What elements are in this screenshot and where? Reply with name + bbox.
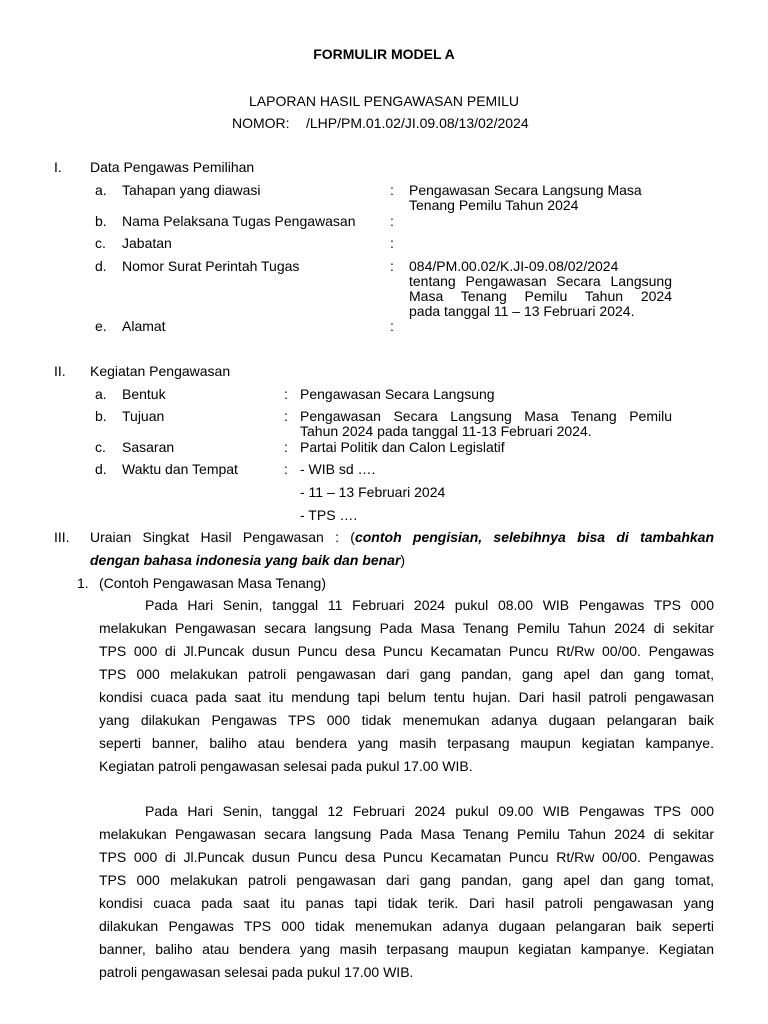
section-1-item-colon: : xyxy=(390,258,394,274)
section-1-item-label: Tahapan yang diawasi xyxy=(122,182,261,198)
paragraph-line: patroli pengawasan selesai pada pukul 17.00 WIB. xyxy=(99,964,414,980)
section-2-item-label: Waktu dan Tempat xyxy=(122,461,238,477)
section-1-item-letter: b. xyxy=(95,213,107,229)
section-3-sub-title: (Contoh Pengawasan Masa Tenang) xyxy=(99,575,327,591)
section-2-item-value-line: Pengawasan Secara Langsung Masa Tenang Pemilu xyxy=(300,408,672,424)
section-1-number: I. xyxy=(54,159,62,175)
paragraph-line: melakukan Pengawasan secara langsung Pada Masa Tenang Pemilu Tahun 2024 di sekitar xyxy=(99,620,714,636)
section-1-item-label: Nomor Surat Perintah Tugas xyxy=(122,258,300,274)
section-2-item-colon: : xyxy=(284,439,288,455)
section-1-item-value-line: 084/PM.00.02/K.JI-09.08/02/2024 xyxy=(409,258,619,274)
paragraph-line: seperti banner, baliho atau bendera yang masih terpasang maupun kegiatan kampanye. xyxy=(99,735,714,751)
section-2-item-letter: c. xyxy=(95,439,106,455)
section-2-item-value-line: - WIB sd …. xyxy=(300,461,376,477)
form-title: FORMULIR MODEL A xyxy=(313,46,455,62)
section-1-item-value-line: pada tanggal 11 – 13 Februari 2024. xyxy=(409,303,635,319)
paragraph-line: TPS 000 di Jl.Puncak dusun Puncu desa Puncu Kecamatan Puncu Rt/Rw 00/00. Pengawas xyxy=(99,849,714,865)
paragraph-1 xyxy=(99,594,714,778)
section-2-item-colon: : xyxy=(284,461,288,477)
section-1-item-label: Nama Pelaksana Tugas Pengawasan xyxy=(122,213,356,229)
section-2-number: II. xyxy=(54,363,66,379)
paragraph-line: banner, baliho atau bendera yang masih terpasang maupun kegiatan kampanye. Kegiatan xyxy=(99,941,714,957)
report-title: LAPORAN HASIL PENGAWASAN PEMILU xyxy=(249,93,519,109)
section-2-item-label: Tujuan xyxy=(122,408,165,424)
section-1-item-letter: a. xyxy=(95,182,107,198)
section-3-title-line-1 xyxy=(90,529,714,545)
paragraph-line: yang dilakukan Pengawas TPS 000 tidak menemukan adanya dugaan pelangaran baik xyxy=(99,712,714,728)
section-1-item-value-line: Tenang Pemilu Tahun 2024 xyxy=(409,197,579,213)
section-1-item-value-line: Masa Tenang Pemilu Tahun 2024 xyxy=(409,288,672,304)
section-2-item-value-line: - TPS …. xyxy=(300,507,358,523)
paragraph-line: TPS 000 melakukan patroli pengawasan dari gang pandan, gang apel dan gang tomat, xyxy=(99,666,714,682)
section-1-item-letter: c. xyxy=(95,235,106,251)
paragraph-line: TPS 000 melakukan patroli pengawasan dari gang pandan, gang apel dan gang tomat, xyxy=(99,872,714,888)
paragraph-line: TPS 000 di Jl.Puncak dusun Puncu desa Puncu Kecamatan Puncu Rt/Rw 00/00. Pengawas xyxy=(99,643,714,659)
section-2-item-value-line: - 11 – 13 Februari 2024 xyxy=(300,484,446,500)
paragraph-line: kondisi cuaca pada saat itu panas tapi tidak terik. Dari hasil patroli pengawasan yang xyxy=(99,895,714,911)
section-3-title-note: dengan bahasa indonesia yang baik dan benar xyxy=(90,552,401,568)
section-1-title: Data Pengawas Pemilihan xyxy=(90,159,255,175)
section-2-title: Kegiatan Pengawasan xyxy=(90,363,231,379)
nomor-value: /LHP/PM.01.02/JI.09.08/13/02/2024 xyxy=(306,115,529,131)
section-3-title-line-2 xyxy=(90,552,405,568)
section-3-title-prefix: Uraian Singkat Hasil Pengawasan : ( xyxy=(90,529,355,545)
section-1-item-label: Alamat xyxy=(122,318,166,334)
section-3-sub-number: 1. xyxy=(77,575,89,591)
section-1-item-letter: d. xyxy=(95,258,107,274)
section-2-item-letter: d. xyxy=(95,461,107,477)
paragraph-line: Kegiatan patroli pengawasan selesai pada pukul 17.00 WIB. xyxy=(99,758,473,774)
paragraph-line: Pada Hari Senin, tanggal 11 Februari 2024 pukul 08.00 WIB Pengawas TPS 000 xyxy=(145,597,714,613)
paragraph-2 xyxy=(99,800,714,984)
section-2-item-label: Sasaran xyxy=(122,439,175,455)
nomor-label: NOMOR: xyxy=(232,115,290,131)
section-2-item-value-line: Pengawasan Secara Langsung xyxy=(300,386,495,402)
section-1-item-value-line: Pengawasan Secara Langsung Masa xyxy=(409,182,642,198)
section-1-item-colon: : xyxy=(390,182,394,198)
paragraph-line: dilakukan Pengawas TPS 000 tidak menemukan adanya dugaan pelangaran baik seperti xyxy=(99,918,714,934)
section-1-item-colon: : xyxy=(390,235,394,251)
section-1-item-colon: : xyxy=(390,213,394,229)
section-3-title-suffix: ) xyxy=(400,552,406,568)
section-2-item-colon: : xyxy=(284,386,288,402)
section-2-item-label: Bentuk xyxy=(122,386,166,402)
paragraph-line: melakukan Pengawasan secara langsung Pada Masa Tenang Pemilu Tahun 2024 di sekitar xyxy=(99,826,714,842)
section-2-item-value-line: Tahun 2024 pada tanggal 11-13 Februari 2024. xyxy=(300,423,592,439)
section-3-number: III. xyxy=(54,529,70,545)
section-2-item-value-line: Partai Politik dan Calon Legislatif xyxy=(300,439,505,455)
section-1-item-value-line: tentang Pengawasan Secara Langsung xyxy=(409,273,672,289)
section-1-item-letter: e. xyxy=(95,318,107,334)
section-1-item-colon: : xyxy=(390,318,394,334)
section-1-item-label: Jabatan xyxy=(122,235,172,251)
section-2-item-letter: b. xyxy=(95,408,107,424)
section-3-title-note: contoh pengisian, selebihnya bisa di tambahkan xyxy=(354,529,714,545)
paragraph-line: kondisi cuaca pada saat itu mendung tapi belum tentu hujan. Dari hasil patroli pengawasan xyxy=(99,689,714,705)
section-2-item-letter: a. xyxy=(95,386,107,402)
section-2-item-colon: : xyxy=(284,408,288,424)
paragraph-line: Pada Hari Senin, tanggal 12 Februari 2024 pukul 09.00 WIB Pengawas TPS 000 xyxy=(145,803,714,819)
